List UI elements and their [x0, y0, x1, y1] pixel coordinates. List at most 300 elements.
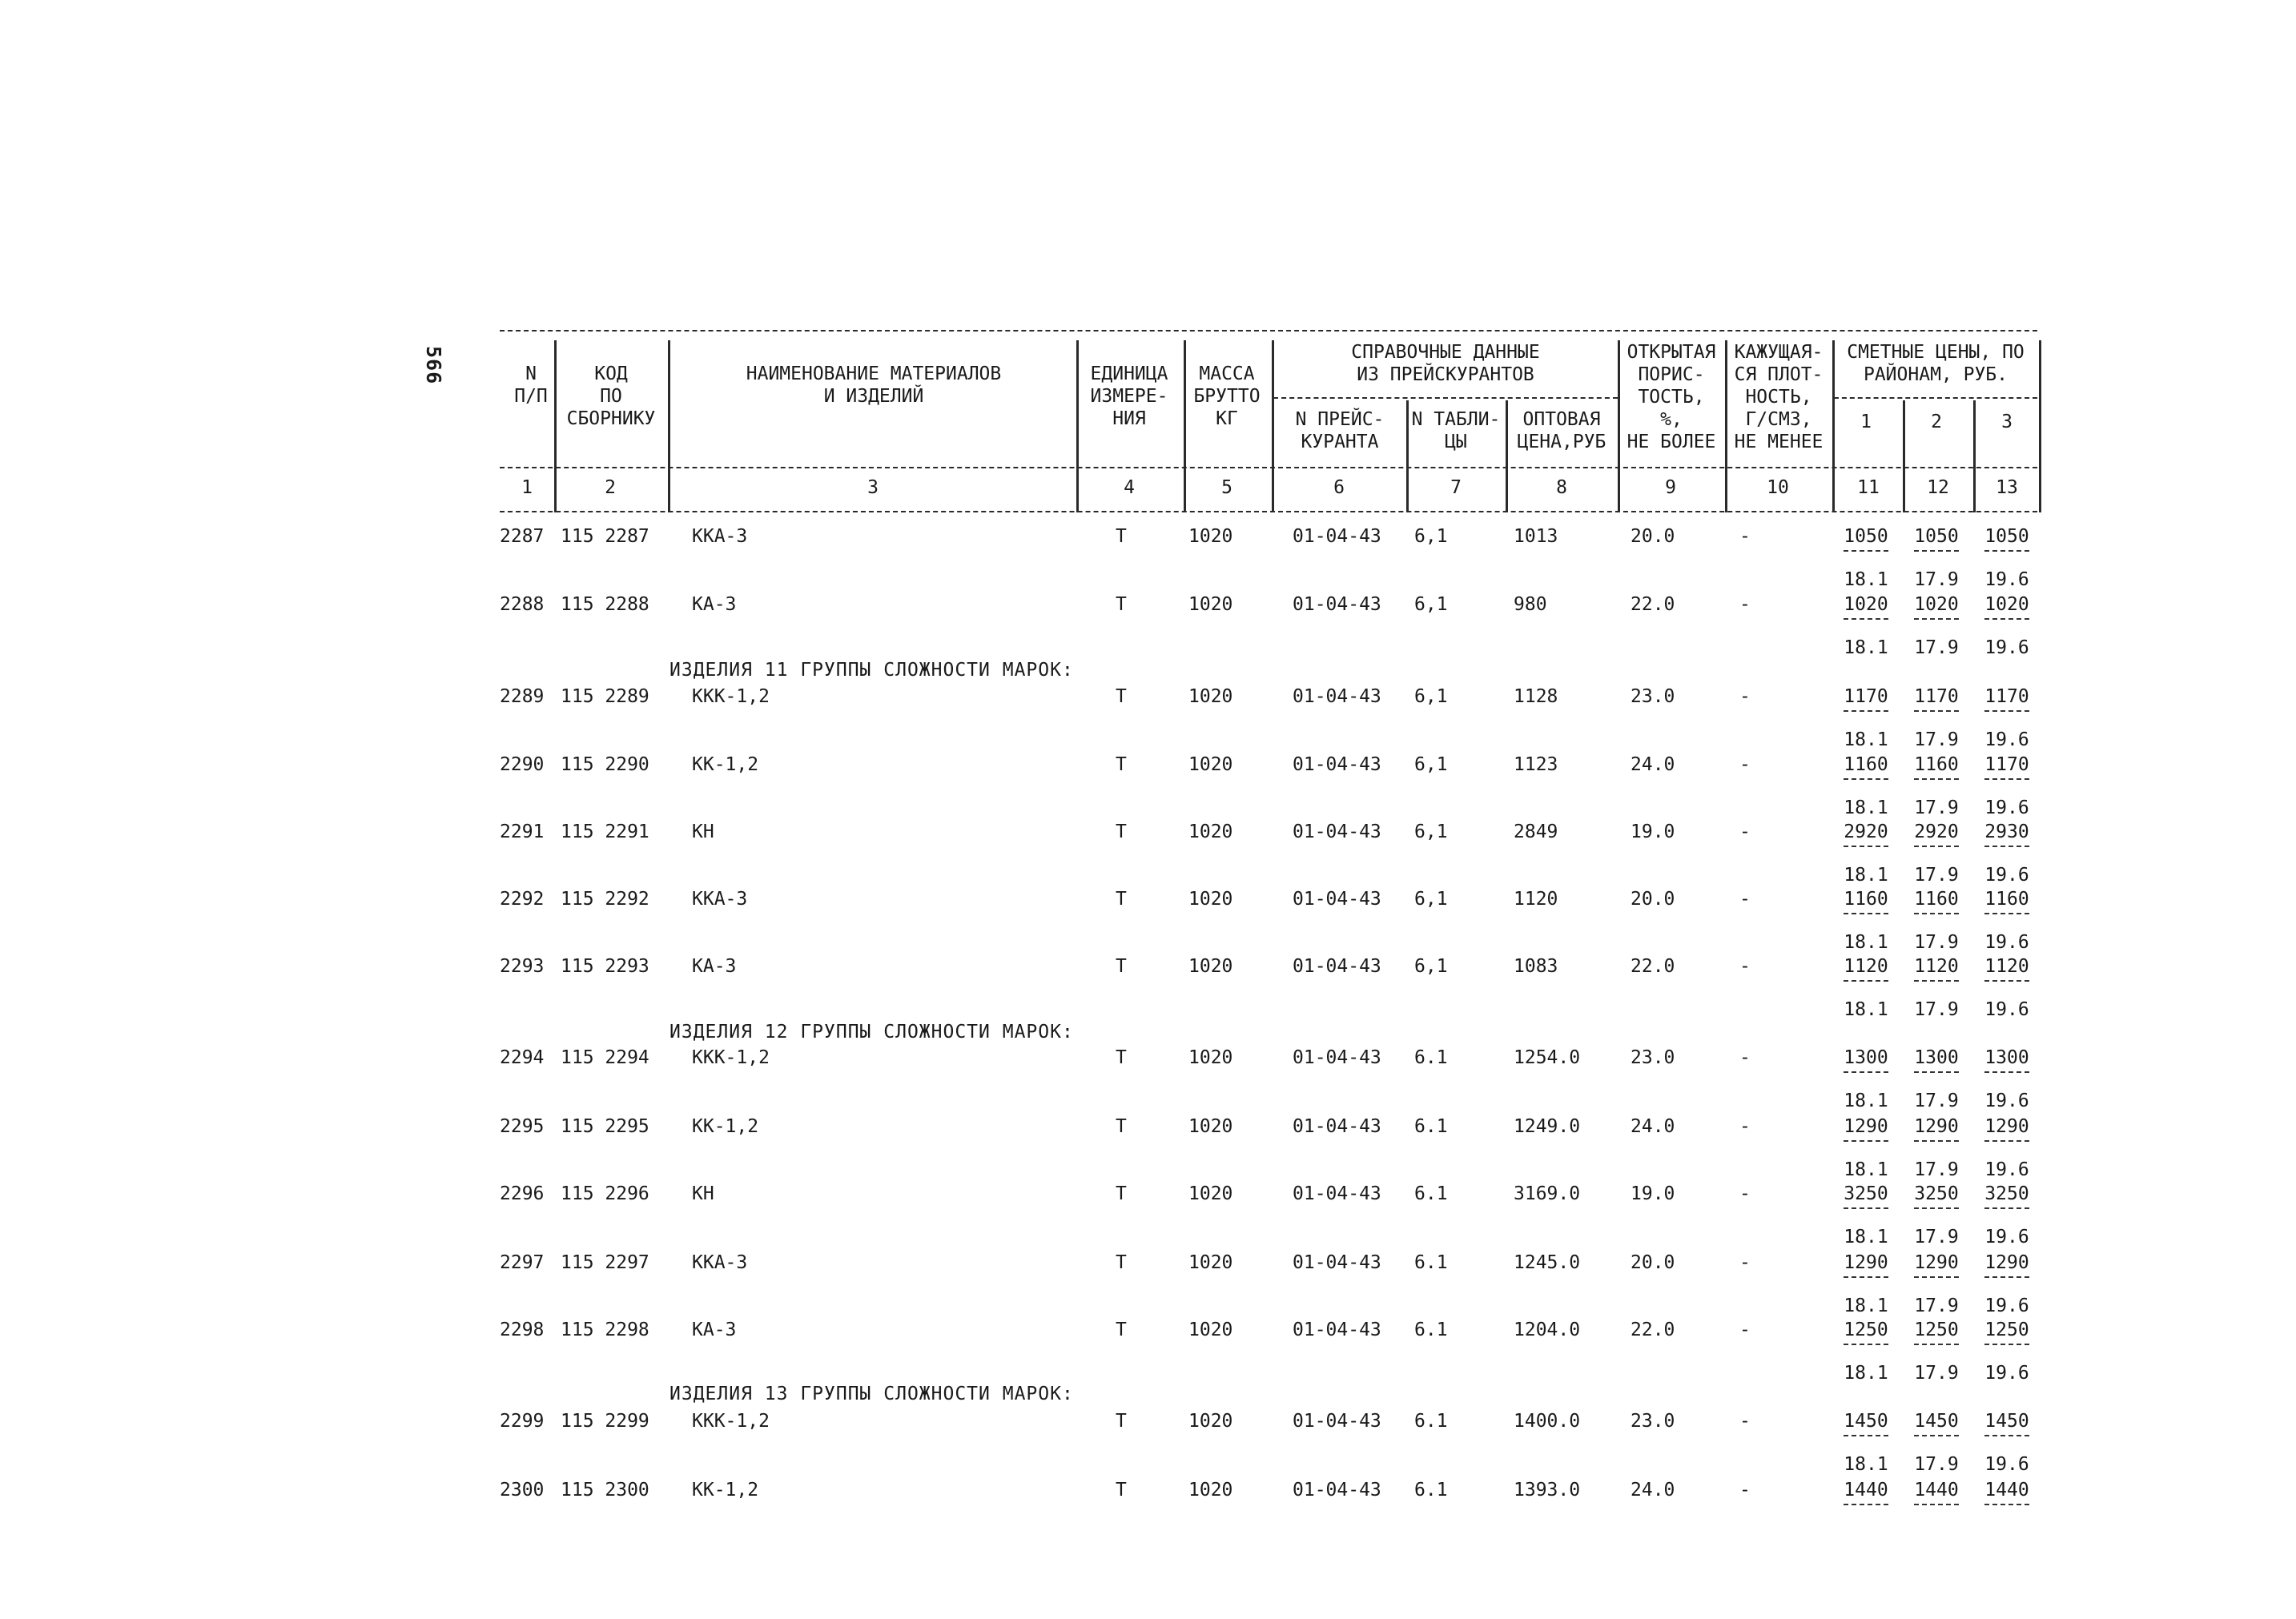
price-value: 1290: [1844, 1115, 1888, 1142]
row-name: КА-3: [692, 594, 737, 615]
row-name: КК-1,2: [692, 1116, 759, 1137]
row-pricelist: 01-04-43: [1293, 889, 1381, 910]
row-wholesale-price: 1083: [1514, 956, 1558, 977]
header-ref-group: СПРАВОЧНЫЕ ДАННЫЕ ИЗ ПРЕЙСКУРАНТОВ: [1351, 342, 1540, 385]
row-table-no: 6.1: [1414, 1252, 1448, 1273]
row-pricelist: 01-04-43: [1293, 822, 1381, 842]
row-wholesale-price: 2849: [1514, 822, 1558, 842]
row-region-coefficient: 18.1: [1844, 865, 1888, 886]
row-code: 115 2287: [561, 526, 649, 547]
row-region-price: [1834, 1115, 1898, 1142]
row-mass: 1020: [1188, 956, 1233, 977]
header-region-2: 2: [1931, 412, 1942, 432]
row-region-coefficient: 17.9: [1914, 729, 1959, 750]
row-porosity: 19.0: [1631, 1183, 1675, 1204]
row-region-price: [1975, 524, 2039, 552]
row-region-coefficient: 17.9: [1914, 1296, 1959, 1316]
price-value: 2920: [1914, 820, 1958, 847]
row-mass: 1020: [1188, 686, 1233, 707]
row-wholesale-price: 3169.0: [1514, 1183, 1581, 1204]
row-pricelist: 01-04-43: [1293, 956, 1381, 977]
table-row: [0, 1182, 2296, 1247]
row-region-coefficient: 18.1: [1844, 1296, 1888, 1316]
row-number: 2292: [500, 889, 545, 910]
row-pricelist: 01-04-43: [1293, 754, 1381, 775]
row-region-price: [1904, 593, 1968, 620]
row-porosity: 20.0: [1631, 889, 1675, 910]
row-wholesale-price: 1393.0: [1514, 1480, 1581, 1500]
price-value: 1170: [1984, 685, 2029, 712]
price-value: 1160: [1914, 887, 1958, 914]
row-region-price: [1975, 1318, 2039, 1345]
row-region-price: [1834, 1318, 1898, 1345]
row-name: КК-1,2: [692, 754, 759, 775]
row-unit: Т: [1116, 1480, 1127, 1500]
table-row: [0, 887, 2296, 953]
row-region-coefficient: 18.1: [1844, 637, 1888, 658]
row-number: 2289: [500, 686, 545, 707]
row-wholesale-price: 980: [1514, 594, 1547, 615]
row-region-coefficient: 19.6: [1984, 569, 2029, 590]
row-pricelist: 01-04-43: [1293, 1480, 1381, 1500]
row-region-coefficient: 19.6: [1984, 1363, 2029, 1384]
price-value: 1020: [1844, 593, 1888, 620]
row-region-price: [1834, 887, 1898, 914]
row-region-coefficient: 17.9: [1914, 999, 1959, 1020]
table-row: [0, 524, 2296, 590]
row-pricelist: 01-04-43: [1293, 1411, 1381, 1432]
row-code: 115 2295: [561, 1116, 649, 1137]
row-region-price: [1834, 1478, 1898, 1505]
column-number: 7: [1450, 477, 1462, 498]
row-porosity: 23.0: [1631, 686, 1675, 707]
row-table-no: 6.1: [1414, 1320, 1448, 1340]
group-header-13: ИЗДЕЛИЯ 13 ГРУППЫ СЛОЖНОСТИ МАРОК:: [669, 1384, 1074, 1404]
row-region-price: [1975, 1251, 2039, 1278]
row-number: 2297: [500, 1252, 545, 1273]
row-region-price: [1834, 1046, 1898, 1073]
row-pricelist: 01-04-43: [1293, 1252, 1381, 1273]
column-number: 3: [867, 477, 879, 498]
header-col2: КОД ПО СБОРНИКУ: [566, 364, 656, 429]
row-code: 115 2300: [561, 1480, 649, 1500]
row-unit: Т: [1116, 1252, 1127, 1273]
row-wholesale-price: 1013: [1514, 526, 1558, 547]
table-row: [0, 820, 2296, 886]
row-code: 115 2288: [561, 594, 649, 615]
row-name: КН: [692, 822, 714, 842]
row-density: -: [1739, 956, 1751, 977]
row-table-no: 6,1: [1414, 686, 1448, 707]
row-name: ККА-3: [692, 1252, 748, 1273]
row-region-coefficient: 19.6: [1984, 1454, 2029, 1475]
row-region-coefficient: 17.9: [1914, 569, 1959, 590]
group-header-11: ИЗДЕЛИЯ 11 ГРУППЫ СЛОЖНОСТИ МАРОК:: [669, 660, 1074, 681]
row-region-coefficient: 18.1: [1844, 932, 1888, 953]
row-wholesale-price: 1400.0: [1514, 1411, 1581, 1432]
row-region-coefficient: 18.1: [1844, 1159, 1888, 1180]
row-number: 2296: [500, 1183, 545, 1204]
header-region-1: 1: [1860, 412, 1872, 432]
header-price-group: СМЕТНЫЕ ЦЕНЫ, ПО РАЙОНАМ, РУБ.: [1847, 342, 2025, 385]
column-number: 6: [1333, 477, 1345, 498]
header-col6: N ПРЕЙС- КУРАНТА: [1295, 409, 1385, 452]
row-mass: 1020: [1188, 822, 1233, 842]
table-row: [0, 1046, 2296, 1111]
row-region-price: [1904, 1115, 1968, 1142]
row-code: 115 2299: [561, 1411, 649, 1432]
row-number: 2299: [500, 1411, 545, 1432]
row-region-price: [1975, 887, 2039, 914]
header-col3: НАИМЕНОВАНИЕ МАТЕРИАЛОВ И ИЗДЕЛИЙ: [746, 364, 1002, 407]
row-unit: Т: [1116, 956, 1127, 977]
header-region-3: 3: [2001, 412, 2013, 432]
row-region-price: [1904, 1251, 1968, 1278]
row-region-coefficient: 18.1: [1844, 1363, 1888, 1384]
row-porosity: 23.0: [1631, 1411, 1675, 1432]
row-unit: Т: [1116, 1183, 1127, 1204]
table-row: [0, 1409, 2296, 1475]
row-unit: Т: [1116, 822, 1127, 842]
row-region-coefficient: 17.9: [1914, 797, 1959, 818]
column-number: 9: [1665, 477, 1676, 498]
row-density: -: [1739, 1480, 1751, 1500]
table-row: [0, 753, 2296, 818]
row-table-no: 6,1: [1414, 822, 1448, 842]
header-col10: КАЖУЩАЯ- СЯ ПЛОТ- НОСТЬ, Г/СМ3, НЕ МЕНЕЕ: [1734, 342, 1824, 452]
row-region-coefficient: 17.9: [1914, 1159, 1959, 1180]
row-pricelist: 01-04-43: [1293, 526, 1381, 547]
row-unit: Т: [1116, 1116, 1127, 1137]
row-number: 2291: [500, 822, 545, 842]
row-region-coefficient: 18.1: [1844, 1091, 1888, 1111]
column-separator: [2039, 340, 2041, 512]
row-unit: Т: [1116, 1320, 1127, 1340]
row-wholesale-price: 1123: [1514, 754, 1558, 775]
row-region-coefficient: 19.6: [1984, 865, 2029, 886]
row-code: 115 2298: [561, 1320, 649, 1340]
row-region-coefficient: 19.6: [1984, 932, 2029, 953]
table-row: [0, 954, 2296, 1020]
table-row: [0, 1251, 2296, 1316]
row-number: 2300: [500, 1480, 545, 1500]
row-wholesale-price: 1128: [1514, 686, 1558, 707]
price-value: 2920: [1844, 820, 1888, 847]
page-number: 566: [422, 346, 445, 385]
row-pricelist: 01-04-43: [1293, 1183, 1381, 1204]
row-table-no: 6,1: [1414, 526, 1448, 547]
row-density: -: [1739, 1252, 1751, 1273]
row-region-price: [1975, 1046, 2039, 1073]
table-row: [0, 685, 2296, 750]
row-porosity: 20.0: [1631, 1252, 1675, 1273]
table-row: [0, 1478, 2296, 1510]
row-region-price: [1975, 685, 2039, 712]
row-region-price: [1904, 1318, 1968, 1345]
row-wholesale-price: 1120: [1514, 889, 1558, 910]
row-number: 2290: [500, 754, 545, 775]
price-value: 1290: [1984, 1115, 2029, 1142]
row-region-price: [1904, 820, 1968, 847]
row-density: -: [1739, 1116, 1751, 1137]
row-code: 115 2291: [561, 822, 649, 842]
row-code: 115 2293: [561, 956, 649, 977]
row-code: 115 2296: [561, 1183, 649, 1204]
price-value: 1300: [1844, 1046, 1888, 1073]
row-region-price: [1904, 524, 1968, 552]
price-value: 1450: [1844, 1409, 1888, 1436]
row-region-coefficient: 18.1: [1844, 1227, 1888, 1247]
row-porosity: 20.0: [1631, 526, 1675, 547]
row-porosity: 22.0: [1631, 594, 1675, 615]
row-region-coefficient: 19.6: [1984, 637, 2029, 658]
price-value: 1050: [1914, 524, 1958, 552]
row-name: ККК-1,2: [692, 1411, 770, 1432]
price-value: 1440: [1844, 1478, 1888, 1505]
row-region-price: [1975, 753, 2039, 780]
row-region-coefficient: 19.6: [1984, 1091, 2029, 1111]
row-table-no: 6.1: [1414, 1183, 1448, 1204]
header-col1: N П/П: [514, 364, 548, 407]
column-number: 2: [605, 477, 616, 498]
row-density: -: [1739, 822, 1751, 842]
row-unit: Т: [1116, 686, 1127, 707]
price-value: 1290: [1914, 1251, 1958, 1278]
row-porosity: 24.0: [1631, 1116, 1675, 1137]
row-region-coefficient: 17.9: [1914, 637, 1959, 658]
row-porosity: 22.0: [1631, 1320, 1675, 1340]
row-mass: 1020: [1188, 526, 1233, 547]
row-region-price: [1834, 524, 1898, 552]
row-region-coefficient: 19.6: [1984, 729, 2029, 750]
header-top-rule: [500, 330, 2037, 331]
row-number: 2288: [500, 594, 545, 615]
row-region-coefficient: 18.1: [1844, 797, 1888, 818]
row-porosity: 24.0: [1631, 754, 1675, 775]
row-porosity: 23.0: [1631, 1047, 1675, 1068]
row-name: КА-3: [692, 956, 737, 977]
row-mass: 1020: [1188, 1047, 1233, 1068]
row-density: -: [1739, 1411, 1751, 1432]
row-pricelist: 01-04-43: [1293, 686, 1381, 707]
row-region-price: [1975, 954, 2039, 982]
row-table-no: 6,1: [1414, 754, 1448, 775]
row-number: 2294: [500, 1047, 545, 1068]
row-region-price: [1904, 1478, 1968, 1505]
price-value: 1120: [1914, 954, 1958, 982]
row-region-price: [1975, 1409, 2039, 1436]
row-mass: 1020: [1188, 1116, 1233, 1137]
table-row: [0, 593, 2296, 658]
price-value: 2930: [1984, 820, 2029, 847]
header-col8: ОПТОВАЯ ЦЕНА,РУБ: [1517, 409, 1606, 452]
row-region-price: [1904, 1182, 1968, 1209]
price-value: 1300: [1984, 1046, 2029, 1073]
header-col5: МАССА БРУТТО КГ: [1193, 364, 1261, 429]
row-region-coefficient: 19.6: [1984, 999, 2029, 1020]
price-value: 1290: [1914, 1115, 1958, 1142]
row-region-coefficient: 18.1: [1844, 999, 1888, 1020]
ref-group-rule: [1273, 397, 1618, 399]
row-region-price: [1834, 1251, 1898, 1278]
header-bottom-rule: [500, 511, 2037, 512]
row-density: -: [1739, 889, 1751, 910]
group-header-12: ИЗДЕЛИЯ 12 ГРУППЫ СЛОЖНОСТИ МАРОК:: [669, 1022, 1074, 1043]
row-name: КН: [692, 1183, 714, 1204]
row-name: ККК-1,2: [692, 686, 770, 707]
row-code: 115 2292: [561, 889, 649, 910]
price-value: 1290: [1844, 1251, 1888, 1278]
row-mass: 1020: [1188, 594, 1233, 615]
row-region-price: [1834, 954, 1898, 982]
price-value: 1160: [1844, 753, 1888, 780]
row-number: 2293: [500, 956, 545, 977]
row-table-no: 6.1: [1414, 1411, 1448, 1432]
row-code: 115 2294: [561, 1047, 649, 1068]
row-density: -: [1739, 594, 1751, 615]
row-wholesale-price: 1254.0: [1514, 1047, 1581, 1068]
header-col7: N ТАБЛИ- ЦЫ: [1411, 409, 1501, 452]
row-density: -: [1739, 526, 1751, 547]
price-value: 1120: [1984, 954, 2029, 982]
row-unit: Т: [1116, 1047, 1127, 1068]
price-value: 1050: [1844, 524, 1888, 552]
row-region-price: [1834, 820, 1898, 847]
row-region-coefficient: 18.1: [1844, 569, 1888, 590]
row-table-no: 6,1: [1414, 594, 1448, 615]
row-unit: Т: [1116, 1411, 1127, 1432]
row-name: ККК-1,2: [692, 1047, 770, 1068]
row-pricelist: 01-04-43: [1293, 1320, 1381, 1340]
row-pricelist: 01-04-43: [1293, 1116, 1381, 1137]
price-group-rule: [1834, 397, 2037, 399]
price-value: 1170: [1844, 685, 1888, 712]
column-number: 1: [521, 477, 533, 498]
row-porosity: 22.0: [1631, 956, 1675, 977]
row-unit: Т: [1116, 526, 1127, 547]
row-mass: 1020: [1188, 754, 1233, 775]
price-value: 3250: [1984, 1182, 2029, 1209]
row-name: КК-1,2: [692, 1480, 759, 1500]
row-region-price: [1904, 954, 1968, 982]
header-col9: ОТКРЫТАЯ ПОРИС- ТОСТЬ, %, НЕ БОЛЕЕ: [1627, 342, 1716, 452]
row-region-coefficient: 19.6: [1984, 1227, 2029, 1247]
row-wholesale-price: 1204.0: [1514, 1320, 1581, 1340]
price-value: 1020: [1984, 593, 2029, 620]
row-region-price: [1904, 887, 1968, 914]
row-table-no: 6,1: [1414, 889, 1448, 910]
row-mass: 1020: [1188, 1183, 1233, 1204]
row-mass: 1020: [1188, 1320, 1233, 1340]
table-row: [0, 1115, 2296, 1180]
row-mass: 1020: [1188, 1480, 1233, 1500]
column-number: 11: [1857, 477, 1880, 498]
row-code: 115 2289: [561, 686, 649, 707]
column-number: 12: [1927, 477, 1949, 498]
row-code: 115 2297: [561, 1252, 649, 1273]
row-region-price: [1975, 1115, 2039, 1142]
price-value: 1250: [1844, 1318, 1888, 1345]
row-porosity: 24.0: [1631, 1480, 1675, 1500]
column-number: 10: [1767, 477, 1789, 498]
row-region-coefficient: 17.9: [1914, 932, 1959, 953]
price-value: 3250: [1844, 1182, 1888, 1209]
price-value: 1020: [1914, 593, 1958, 620]
row-name: ККА-3: [692, 889, 748, 910]
row-region-coefficient: 19.6: [1984, 797, 2029, 818]
column-number: 13: [1996, 477, 2018, 498]
row-table-no: 6.1: [1414, 1047, 1448, 1068]
row-region-price: [1904, 1409, 1968, 1436]
price-value: 1290: [1984, 1251, 2029, 1278]
row-pricelist: 01-04-43: [1293, 1047, 1381, 1068]
row-region-price: [1834, 685, 1898, 712]
price-value: 1050: [1984, 524, 2029, 552]
row-region-coefficient: 17.9: [1914, 1363, 1959, 1384]
row-table-no: 6.1: [1414, 1480, 1448, 1500]
header-col4: ЕДИНИЦА ИЗМЕРЕ- НИЯ: [1090, 364, 1168, 429]
row-region-coefficient: 18.1: [1844, 1454, 1888, 1475]
row-region-coefficient: 19.6: [1984, 1296, 2029, 1316]
row-code: 115 2290: [561, 754, 649, 775]
row-mass: 1020: [1188, 1252, 1233, 1273]
price-value: 1250: [1984, 1318, 2029, 1345]
row-number: 2287: [500, 526, 545, 547]
row-region-price: [1834, 1182, 1898, 1209]
price-value: 1170: [1984, 753, 2029, 780]
row-density: -: [1739, 1047, 1751, 1068]
price-value: 1160: [1914, 753, 1958, 780]
row-density: -: [1739, 686, 1751, 707]
row-density: -: [1739, 754, 1751, 775]
price-value: 1120: [1844, 954, 1888, 982]
row-table-no: 6,1: [1414, 956, 1448, 977]
price-value: 1160: [1984, 887, 2029, 914]
row-density: -: [1739, 1320, 1751, 1340]
price-value: 1160: [1844, 887, 1888, 914]
row-name: ККА-3: [692, 526, 748, 547]
price-value: 1440: [1914, 1478, 1958, 1505]
price-value: 1450: [1914, 1409, 1958, 1436]
row-region-price: [1834, 753, 1898, 780]
row-region-coefficient: 19.6: [1984, 1159, 2029, 1180]
row-region-price: [1975, 593, 2039, 620]
row-number: 2295: [500, 1116, 545, 1137]
row-pricelist: 01-04-43: [1293, 594, 1381, 615]
row-region-coefficient: 17.9: [1914, 1227, 1959, 1247]
row-region-price: [1975, 1478, 2039, 1505]
column-number: 4: [1124, 477, 1135, 498]
row-mass: 1020: [1188, 889, 1233, 910]
row-region-price: [1904, 685, 1968, 712]
header-mid-rule: [500, 467, 2037, 468]
row-wholesale-price: 1249.0: [1514, 1116, 1581, 1137]
table-row: [0, 1318, 2296, 1384]
row-region-price: [1834, 1409, 1898, 1436]
row-region-price: [1904, 753, 1968, 780]
row-region-coefficient: 17.9: [1914, 1091, 1959, 1111]
row-wholesale-price: 1245.0: [1514, 1252, 1581, 1273]
column-number: 5: [1221, 477, 1232, 498]
row-region-price: [1975, 1182, 2039, 1209]
price-value: 1170: [1914, 685, 1958, 712]
row-mass: 1020: [1188, 1411, 1233, 1432]
row-unit: Т: [1116, 889, 1127, 910]
row-porosity: 19.0: [1631, 822, 1675, 842]
row-region-price: [1904, 1046, 1968, 1073]
row-name: КА-3: [692, 1320, 737, 1340]
row-table-no: 6.1: [1414, 1116, 1448, 1137]
